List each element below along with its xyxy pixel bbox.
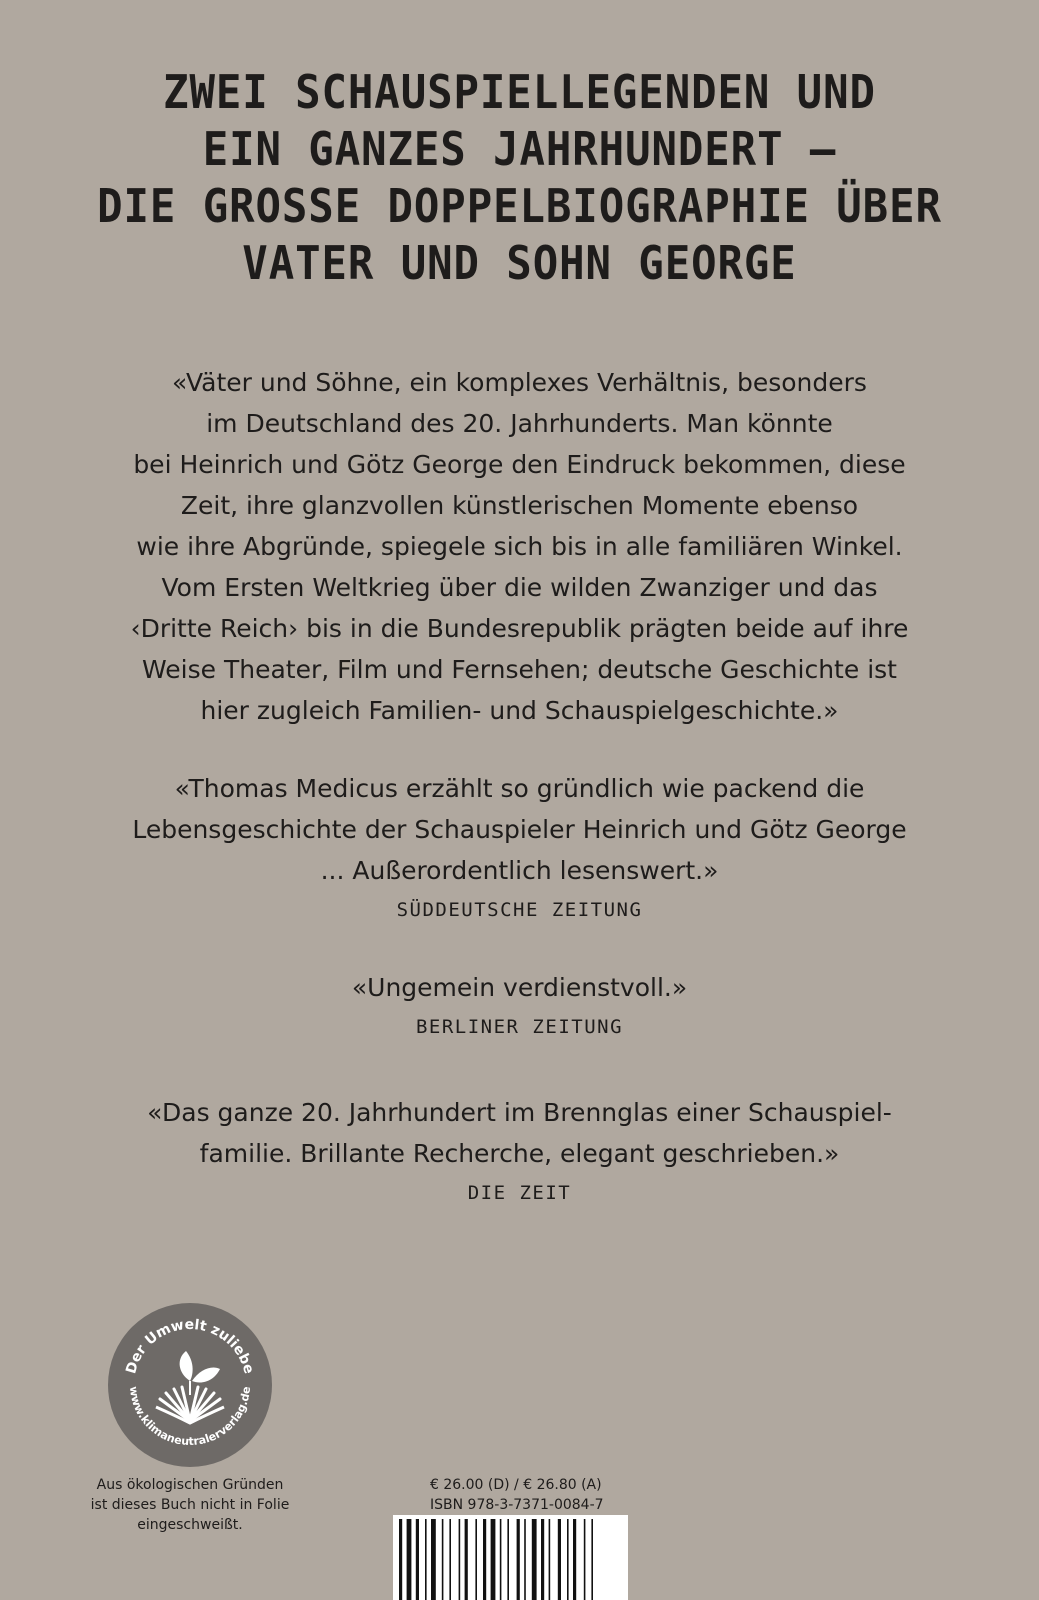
barcode-bar (541, 1519, 544, 1600)
quote-source: DIE ZEIT (467, 1182, 572, 1204)
book-leaf-icon (108, 1303, 272, 1467)
barcode-bar (483, 1519, 486, 1600)
barcode-bar (459, 1519, 461, 1600)
quote-line: familie. Brillante Recherche, elegant geschrieben.» (199, 1139, 840, 1168)
badge-top-text: Der Umwelt zuliebe (123, 1316, 257, 1376)
review-quote-1 (60, 362, 979, 731)
price-block (430, 1475, 630, 1515)
isbn-line: ISBN 978-3-7371-0084-7 (430, 1497, 604, 1513)
headline (42, 64, 998, 292)
barcode-bar (584, 1519, 586, 1600)
eco-note-line: eingeschweißt. (137, 1517, 243, 1533)
barcode-bar (558, 1519, 561, 1600)
headline-line: ZWEI SCHAUSPIELLEGENDEN UND (163, 65, 876, 119)
barcode-bar (567, 1519, 569, 1600)
barcode-bar (425, 1519, 427, 1600)
barcode-bar (517, 1519, 520, 1600)
badge-bottom-text: www.klimaneutralerverlag.de (126, 1385, 254, 1449)
quote-line: wie ihre Abgründe, spiegele sich bis in alle familiären Winkel. (136, 532, 903, 561)
barcode-bar (475, 1519, 477, 1600)
quote-line: Vom Ersten Weltkrieg über die wilden Zwanziger und das (161, 573, 878, 602)
quote-line: Lebensgeschichte der Schauspieler Heinrich und Götz George (132, 815, 907, 844)
headline-line: DIE GROSSE DOPPELBIOGRAPHIE ÜBER (97, 179, 942, 233)
barcode-bar (491, 1519, 496, 1600)
price-line: € 26.00 (D) / € 26.80 (A) (430, 1477, 602, 1493)
quote-line: bei Heinrich und Götz George den Eindruck bekommen, diese (133, 450, 906, 479)
barcode-bar (431, 1519, 436, 1600)
quote-line: «Ungemein verdienstvoll.» (351, 973, 688, 1002)
quote-line: im Deutschland des 20. Jahrhunderts. Man könnte (206, 409, 833, 438)
eco-note-line: Aus ökologischen Gründen (96, 1477, 284, 1493)
quote-line: ‹Dritte Reich› bis in die Bundesrepublik prägten beide auf ihre (130, 614, 909, 643)
barcode-bar (549, 1519, 551, 1600)
barcode-bar (500, 1519, 502, 1600)
eco-note-line: ist dieses Buch nicht in Folie (90, 1497, 290, 1513)
quote-line: «Thomas Medicus erzählt so gründlich wie packend die (174, 774, 865, 803)
barcode-bar (573, 1519, 576, 1600)
barcode-bar (449, 1519, 451, 1600)
quote-source: SÜDDEUTSCHE ZEITUNG (396, 899, 643, 921)
barcode-bar (407, 1519, 412, 1600)
barcode-bar (416, 1519, 419, 1600)
headline-line: VATER UND SOHN GEORGE (242, 236, 797, 290)
quote-line: Weise Theater, Film und Fernsehen; deutsche Geschichte ist (142, 655, 897, 684)
barcode-bar (524, 1519, 526, 1600)
barcode-bar (465, 1519, 468, 1600)
climate-neutral-badge (108, 1303, 272, 1467)
quote-line: «Das ganze 20. Jahrhundert im Brennglas einer Schauspiel- (147, 1098, 892, 1127)
review-quote-2 (60, 768, 979, 925)
review-quote-4 (60, 1092, 979, 1208)
barcode (393, 1515, 628, 1600)
barcode-bar (399, 1519, 402, 1600)
review-quote-3 (60, 967, 979, 1042)
eco-note (70, 1475, 310, 1535)
barcode-bar (442, 1519, 444, 1600)
barcode-bar (507, 1519, 509, 1600)
barcode-bars (393, 1515, 628, 1600)
quote-source: BERLINER ZEITUNG (415, 1016, 624, 1038)
quote-line: hier zugleich Familien- und Schauspielgeschichte.» (200, 696, 839, 725)
quote-line: ... Außerordentlich lesenswert.» (320, 856, 719, 885)
headline-line: EIN GANZES JAHRHUNDERT – (202, 122, 837, 176)
quote-line: Zeit, ihre glanzvollen künstlerischen Momente ebenso (180, 491, 859, 520)
barcode-bar (591, 1519, 593, 1600)
quote-line: «Väter und Söhne, ein komplexes Verhältnis, besonders (172, 368, 867, 397)
barcode-bar (532, 1519, 537, 1600)
